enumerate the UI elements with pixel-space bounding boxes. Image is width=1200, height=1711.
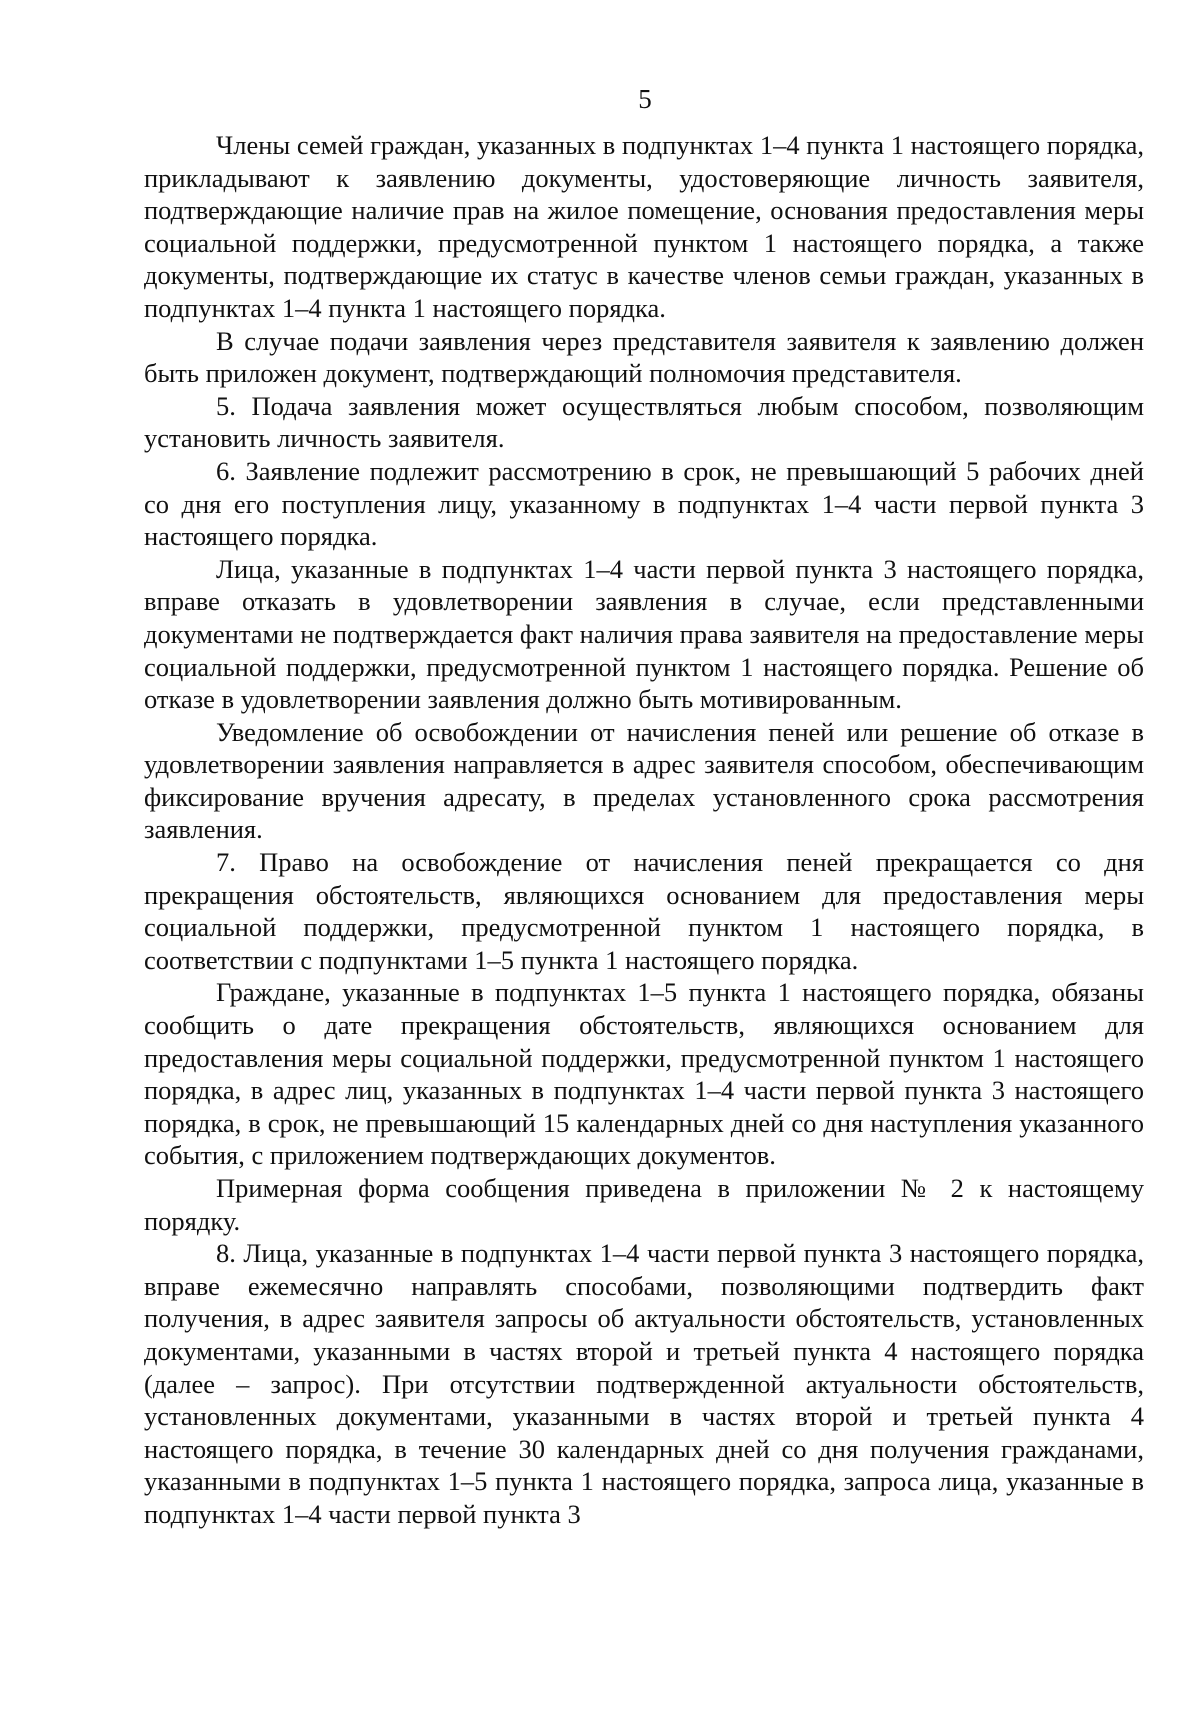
page-number: 5 bbox=[638, 84, 652, 114]
paragraph: Граждане, указанные в подпунктах 1–5 пункта 1 настоящего порядка, обязаны сообщить о дате прекращения обстоятельств, являющихся основанием для предоставления меры социальной поддержки, предусмотренной пунктом 1 настоящего порядка, в адрес лиц, указанных в подпунктах 1–4 части первой пункта 3 настоящего порядка, в срок, не превышающий 15 календарных дней со дня наступления указанного события, с приложением подтверждающих документов. bbox=[144, 977, 1144, 1171]
paragraph: Уведомление об освобождении от начисления пеней или решение об отказе в удовлетворении заявления направляется в адрес заявителя способом, обеспечивающим фиксирование вручения адресату, в пределах установленного срока рассмотрения заявления. bbox=[144, 716, 1144, 845]
paragraph: Члены семей граждан, указанных в подпунктах 1–4 пункта 1 настоящего порядка, прикладывают к заявлению документы, удостоверяющие личность заявителя, подтверждающие наличие прав на жилое помещение, основания предоставления меры социальной поддержки, предусмотренной пунктом 1 настоящего порядка, а также документы, подтверждающие их статус в качестве членов семьи граждан, указанных в подпунктах 1–4 пункта 1 настоящего порядка. bbox=[144, 130, 1144, 323]
document-body bbox=[144, 129, 1144, 1531]
paragraph: В случае подачи заявления через представителя заявителя к заявлению должен быть приложен документ, подтверждающий полномочия представителя. bbox=[144, 325, 1144, 389]
paragraph: 5. Подача заявления может осуществляться любым способом, позволяющим установить личность заявителя. bbox=[144, 390, 1144, 454]
paragraph: 7. Право на освобождение от начисления пеней прекращается со дня прекращения обстоятельств, являющихся основанием для предоставления меры социальной поддержки, предусмотренной пунктом 1 настоящего порядка, в соответствии с подпунктами 1–5 пункта 1 настоящего порядка. bbox=[144, 847, 1144, 975]
paragraph: Примерная форма сообщения приведена в приложении № 2 к настоящему порядку. bbox=[144, 1173, 1144, 1236]
paragraph: Лица, указанные в подпунктах 1–4 части первой пункта 3 настоящего порядка, вправе отказать в удовлетворении заявления в случае, если представленными документами не подтверждается факт наличия права заявителя на предоставление меры социальной поддержки, предусмотренной пунктом 1 настоящего порядка. Решение об отказе в удовлетворении заявления должно быть мотивированным. bbox=[144, 553, 1144, 715]
paragraph: 8. Лица, указанные в подпунктах 1–4 части первой пункта 3 настоящего порядка, вправе ежемесячно направлять способами, позволяющими подтвердить факт получения, в адрес заявителя запросы об актуальности обстоятельств, установленных документами, указанными в частях второй и третьей пункта 4 настоящего порядка (далее – запрос). При отсутствии подтвержденной актуальности обстоятельств, установленных документами, указанными в частях второй и третьей пункта 4 настоящего порядка, в течение 30 календарных дней со дня получения гражданами, указанными в подпунктах 1–5 пункта 1 настоящего порядка, запроса лица, указанные в подпунктах 1–4 части первой пункта 3 bbox=[144, 1238, 1144, 1529]
paragraph: 6. Заявление подлежит рассмотрению в срок, не превышающий 5 рабочих дней со дня его поступления лицу, указанному в подпунктах 1–4 части первой пункта 3 настоящего порядка. bbox=[144, 455, 1144, 552]
